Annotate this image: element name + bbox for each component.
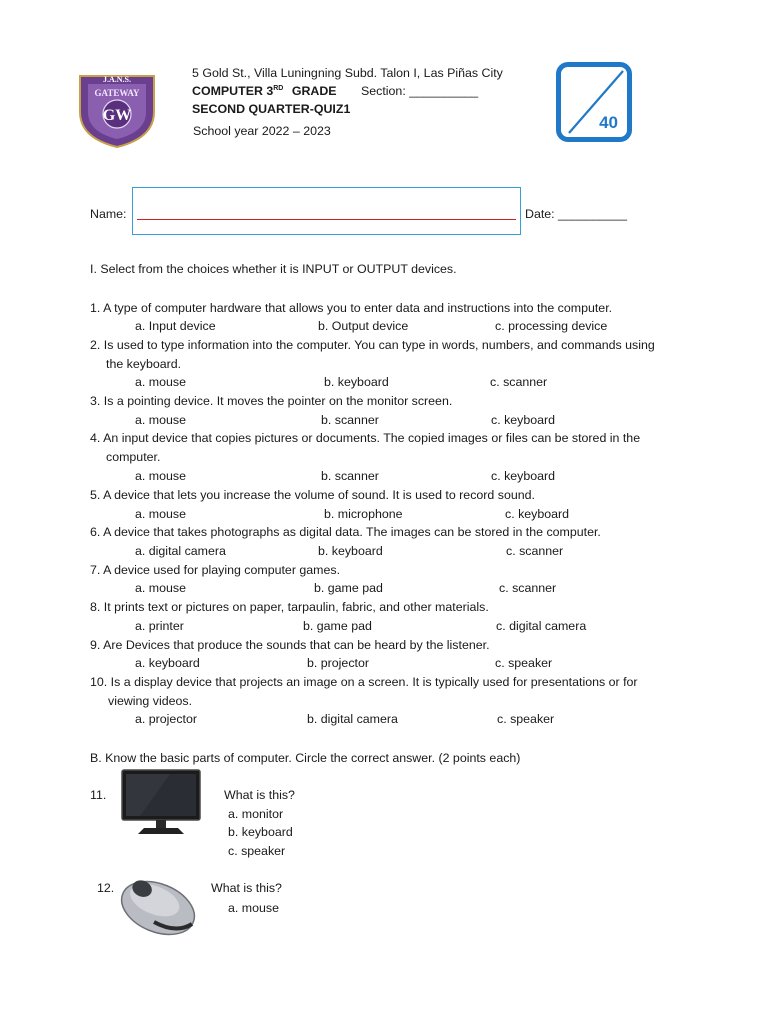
- q3-option-b[interactable]: b. scanner: [321, 413, 379, 427]
- q6-option-c[interactable]: c. scanner: [506, 544, 564, 558]
- question-2: 2. Is used to type information into the computer. You can type in words, numbers, and commands using: [90, 338, 655, 352]
- question-2-cont: the keyboard.: [106, 357, 182, 371]
- q8-option-c[interactable]: c. digital camera: [496, 619, 587, 633]
- question-4-cont: computer.: [106, 450, 161, 464]
- q5-option-a[interactable]: a. mouse: [135, 507, 186, 521]
- question-10-cont: viewing videos.: [108, 694, 193, 708]
- question-5: 5. A device that lets you increase the volume of sound. It is used to record sound.: [90, 488, 535, 502]
- school-logo: [76, 68, 158, 148]
- q2-option-c[interactable]: c. scanner: [490, 375, 548, 389]
- logo-top-text: J.A.N.S.: [102, 75, 132, 84]
- school-year: School year 2022 – 2023: [193, 124, 331, 138]
- q5-option-c[interactable]: c. keyboard: [505, 507, 570, 521]
- item-11-option-c[interactable]: c. speaker: [228, 844, 286, 858]
- section-field[interactable]: Section: __________: [361, 84, 479, 98]
- q2-option-a[interactable]: a. mouse: [135, 375, 186, 389]
- name-underline: [137, 219, 516, 220]
- item-11-option-b[interactable]: b. keyboard: [228, 825, 293, 839]
- mouse-image: [114, 878, 198, 936]
- item-12-number: 12.: [97, 881, 115, 895]
- score-total: 40: [599, 113, 618, 132]
- name-input-box[interactable]: [132, 187, 521, 235]
- item-11-prompt: What is this?: [224, 788, 295, 802]
- item-12-prompt: What is this?: [211, 881, 282, 895]
- question-10: 10. Is a display device that projects an image on a screen. It is typically used for presentations or for: [90, 675, 638, 689]
- subject-title: [192, 84, 337, 98]
- question-7: 7. A device used for playing computer games.: [90, 563, 341, 577]
- monitor-image: [120, 768, 202, 836]
- q2-option-b[interactable]: b. keyboard: [324, 375, 389, 389]
- item-11-option-a[interactable]: a. monitor: [228, 807, 284, 821]
- q6-option-b[interactable]: b. keyboard: [318, 544, 383, 558]
- q4-option-b[interactable]: b. scanner: [321, 469, 379, 483]
- q1-option-b[interactable]: b. Output device: [318, 319, 409, 333]
- logo-arc-text: GATEWAY: [94, 88, 140, 98]
- q6-option-a[interactable]: a. digital camera: [135, 544, 226, 558]
- q1-option-c[interactable]: c. processing device: [495, 319, 608, 333]
- score-box: [556, 62, 632, 142]
- q3-option-a[interactable]: a. mouse: [135, 413, 186, 427]
- question-3: 3. Is a pointing device. It moves the pointer on the monitor screen.: [90, 394, 453, 408]
- q8-option-b[interactable]: b. game pad: [303, 619, 372, 633]
- q3-option-c[interactable]: c. keyboard: [491, 413, 556, 427]
- question-6: 6. A device that takes photographs as digital data. The images can be stored in the computer.: [90, 525, 601, 539]
- school-address: 5 Gold St., Villa Luningning Subd. Talon I, Las Piñas City: [192, 66, 503, 80]
- q4-option-a[interactable]: a. mouse: [135, 469, 186, 483]
- name-label: Name:: [90, 207, 127, 221]
- logo-initials: GW: [102, 107, 132, 124]
- question-1: 1. A type of computer hardware that allows you to enter data and instructions into the computer.: [90, 301, 613, 315]
- q4-option-c[interactable]: c. keyboard: [491, 469, 556, 483]
- q1-option-a[interactable]: a. Input device: [135, 319, 216, 333]
- q8-option-a[interactable]: a. printer: [135, 619, 184, 633]
- q9-option-b[interactable]: b. projector: [307, 656, 369, 670]
- part1-instruction: I. Select from the choices whether it is INPUT or OUTPUT devices.: [90, 262, 457, 276]
- q7-option-a[interactable]: a. mouse: [135, 581, 186, 595]
- grade-label: GRADE: [291, 84, 337, 98]
- item-12-option-a[interactable]: a. mouse: [228, 901, 279, 915]
- q10-option-b[interactable]: b. digital camera: [307, 712, 398, 726]
- date-field[interactable]: Date: __________: [525, 207, 627, 221]
- q9-option-c[interactable]: c. speaker: [495, 656, 553, 670]
- subject-superscript: RD: [273, 84, 284, 92]
- q10-option-a[interactable]: a. projector: [135, 712, 197, 726]
- part2-instruction: B. Know the basic parts of computer. Circle the correct answer. (2 points each): [90, 751, 521, 765]
- question-4: 4. An input device that copies pictures or documents. The copied images or files can be stored in the: [90, 431, 641, 445]
- q5-option-b[interactable]: b. microphone: [324, 507, 403, 521]
- question-8: 8. It prints text or pictures on paper, tarpaulin, fabric, and other materials.: [90, 600, 489, 614]
- q9-option-a[interactable]: a. keyboard: [135, 656, 200, 670]
- q10-option-c[interactable]: c. speaker: [497, 712, 555, 726]
- q7-option-c[interactable]: c. scanner: [499, 581, 557, 595]
- subject-name: COMPUTER 3: [192, 84, 274, 98]
- item-11-number: 11.: [90, 788, 107, 802]
- q7-option-b[interactable]: b. game pad: [314, 581, 383, 595]
- question-9: 9. Are Devices that produce the sounds that can be heard by the listener.: [90, 638, 490, 652]
- quiz-title: SECOND QUARTER-QUIZ1: [192, 102, 351, 116]
